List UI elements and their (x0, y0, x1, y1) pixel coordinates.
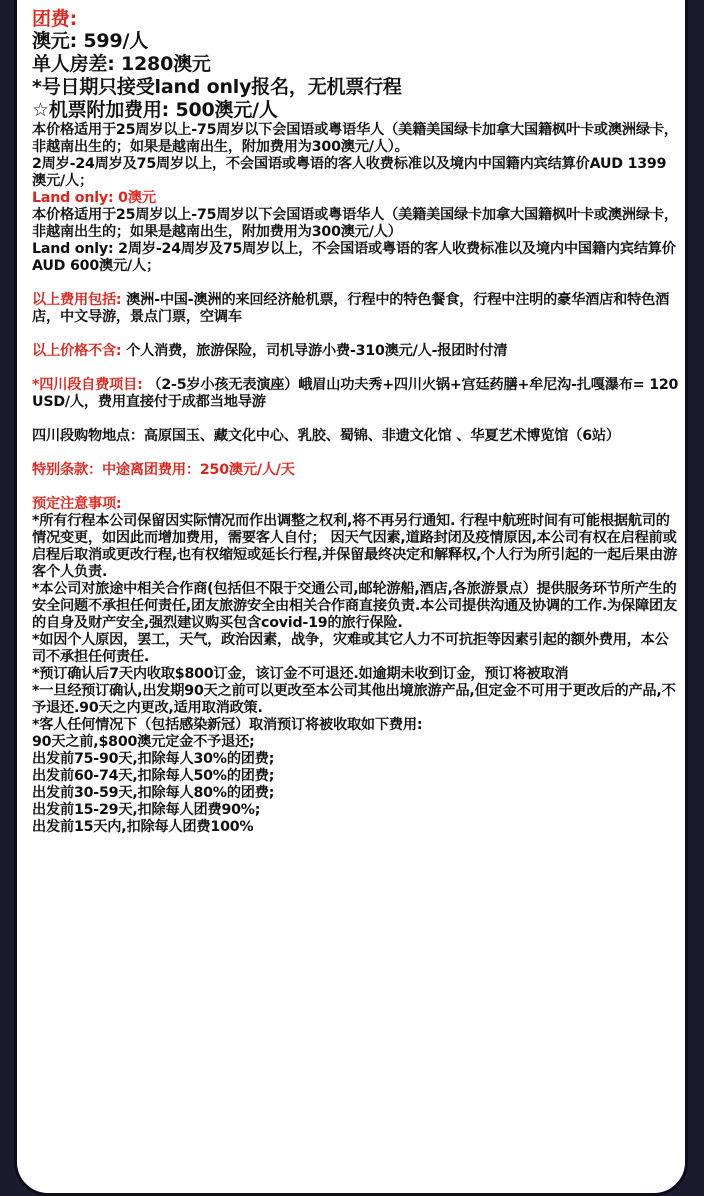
note-item: *预订确认后7天内收取$800订金，该订金不可退还.如逾期未收到订金，预订将被取消 (32, 666, 569, 682)
note-item: *本公司对旅途中相关合作商(包括但不限于交通公司,邮轮游船,酒店,各旅游景点）提供服务环节所产生的安全问题不承担任何责任,团友旅游安全由相关合作商直接负责.本公司提供沟通及协调的工作.为保障团友的自身及财产安全,强烈建议购买包含covid-19的旅行保险. (32, 581, 678, 631)
includes-section (32, 292, 680, 326)
includes-label: 以上费用包括: (32, 292, 122, 308)
note-item: *客人任何情况下（包括感染新冠）取消预订将被收取如下费用: (32, 717, 423, 733)
cancellation-fee: 出发前30-59天,扣除每人80%的团费; (32, 785, 275, 801)
cancellation-fee: 90天之前,$800澳元定金不予退还; (32, 734, 255, 750)
note-item: *如因个人原因，罢工，天气，政治因素，战争，灾难或其它人力不可抗拒等因素引起的额外费用，本公司不承担任何责任. (32, 632, 669, 665)
excludes-text: 个人消费，旅游保险，司机导游小费-310澳元/人-报团时付清 (126, 343, 508, 359)
tour-fee-document (32, 8, 680, 836)
pricing-paragraph-2: 2周岁-24周岁及75周岁以上，不会国语或粤语的客人收费标准以及境内中国籍内宾结算价AUD 1399澳元/人； (32, 156, 667, 189)
cancellation-fee: 出发前15-29天,扣除每人团费90%; (32, 802, 261, 818)
pricing-paragraph-4: Land only: 2周岁-24周岁及75周岁以上，不会国语或粤语的客人收费标准以及境内中国籍内宾结算价AUD 600澳元/人； (32, 241, 676, 274)
excludes-section (32, 343, 680, 360)
pricing-paragraph-3: 本价格适用于25周岁以上-75周岁以下会国语或粤语华人（美籍美国绿卡加拿大国籍枫叶卡或澳洲绿卡，非越南出生的；如果是越南出生，附加费用为300澳元/人） (32, 207, 678, 240)
single-room-supplement: 单人房差: 1280澳元 (32, 53, 211, 75)
optional-text: （2-5岁小孩无表演座）峨眉山功夫秀+四川火锅+宫廷药膳+牟尼沟-扎嘎瀑布= 120 USD/人，费用直接付于成都当地导游 (32, 377, 679, 410)
includes-text: 澳洲-中国-澳洲的来回经济舱机票，行程中的特色餐食，行程中注明的豪华酒店和特色酒店，中文导游，景点门票，空调车 (32, 292, 670, 325)
pricing-paragraph-1: 本价格适用于25周岁以上-75周岁以下会国语或粤语华人（美籍美国绿卡加拿大国籍枫叶卡或澳洲绿卡，非越南出生的；如果是越南出生，附加费用为300澳元/人）。 (32, 122, 678, 155)
cancellation-fee: 出发前15天内,扣除每人团费100% (32, 819, 254, 835)
note-item: *所有行程本公司保留因实际情况而作出调整之权利,将不再另行通知. 行程中航班时间有可能根据航司的情况变更，如因此而增加费用，需要客人自付； 因天气因素,道路封闭及疫情原因,本公司有权在启程前或启程后取消或更改行程,也有权缩短或延长行程,并保留最终决定和解释权,个人行为所引起的一起后果由游客个人负责. (32, 513, 678, 580)
airfare-surcharge: ☆机票附加费用: 500澳元/人 (32, 99, 278, 121)
special-terms: 特别条款：中途离团费用：250澳元/人/天 (32, 462, 295, 478)
optional-section (32, 377, 680, 411)
price-per-person: 澳元: 599/人 (32, 30, 149, 52)
notes-label: 预定注意事项: (32, 496, 122, 512)
cancellation-fee: 出发前75-90天,扣除每人30%的团费; (32, 751, 275, 767)
excludes-label: 以上价格不含: (32, 343, 122, 359)
shopping-section: 四川段购物地点：高原国玉、藏文化中心、乳胶、蜀锦、非遗文化馆 、华夏艺术博览馆（6站） (32, 428, 620, 444)
optional-label: *四川段自费项目: (32, 377, 143, 393)
fee-title: 团费: (32, 8, 77, 30)
note-item: *一旦经预订确认,出发期90天之前可以更改至本公司其他出境旅游产品,但定金不可用于更改后的产品,不予退还.90天之内更改,适用取消政策. (32, 683, 676, 716)
land-only-note: *号日期只接受land only报名，无机票行程 (32, 76, 402, 98)
land-only-label: Land only: 0澳元 (32, 190, 156, 206)
cancellation-fee: 出发前60-74天,扣除每人50%的团费; (32, 768, 275, 784)
